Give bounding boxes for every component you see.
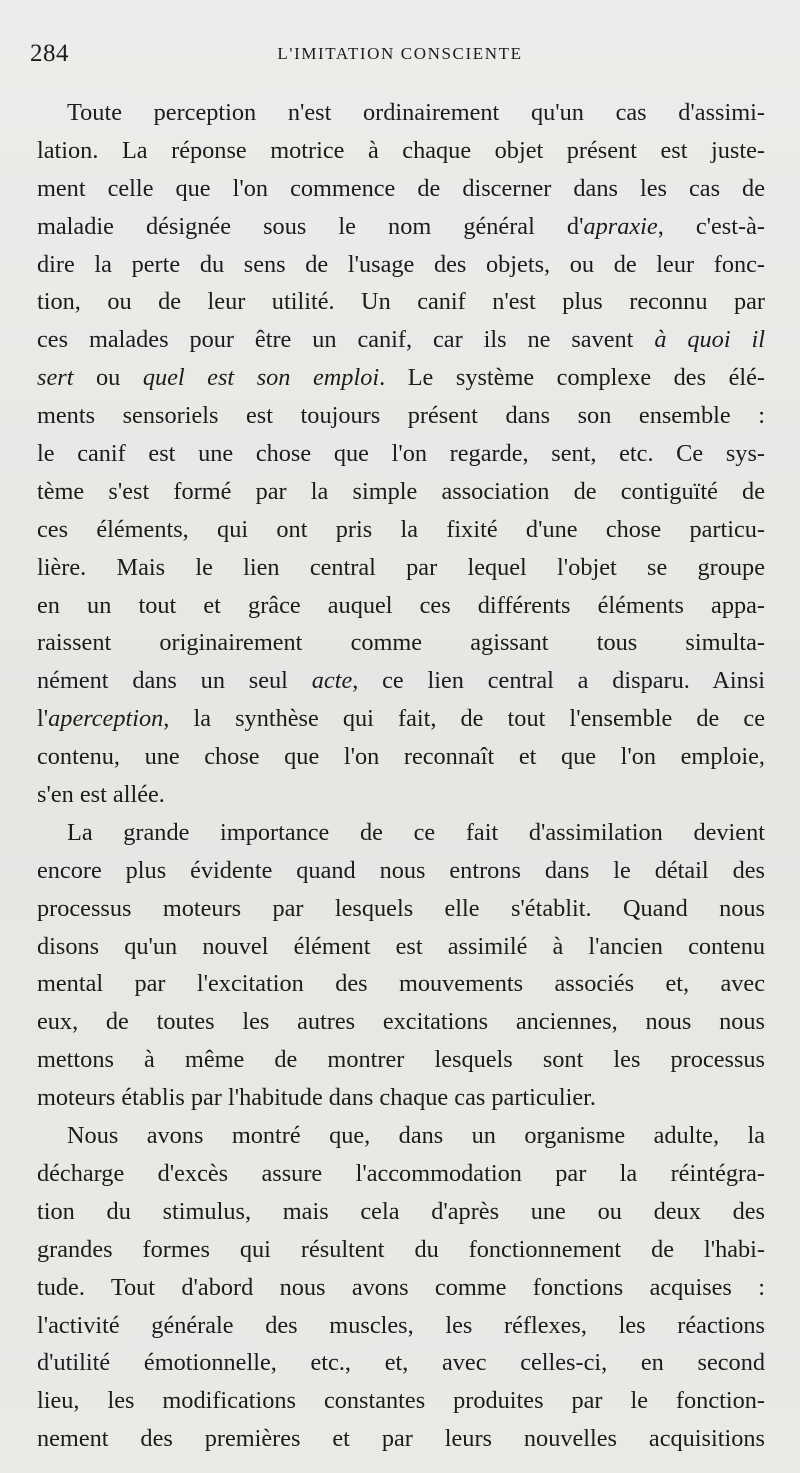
text-line: eux, de toutes les autres excitations anciennes, nous nous [37,1008,765,1036]
running-title: L'IMITATION CONSCIENTE [277,44,523,63]
text-line: le canif est une chose que l'on regarde, sent, etc. Ce sys- [37,440,765,468]
paragraph [37,814,765,1117]
italic-term: aperception [48,705,164,733]
text-line: lation. La réponse motrice à chaque objet présent est juste- [37,136,765,164]
text-line: grandes formes qui résultent du fonctionnement de l'habi- [37,1235,765,1263]
text-line: ment celle que l'on commence de discerner dans les cas de [37,174,765,202]
text-line: moteurs établis par l'habitude dans chaque cas particulier. [37,1084,596,1112]
text-line: tion, ou de leur utilité. Un canif n'est plus reconnu par [37,288,765,316]
text-line: dire la perte du sens de l'usage des objets, ou de leur fonc- [37,250,765,278]
italic-term: sert [37,364,74,392]
text-line: processus moteurs par lesquels elle s'établit. Quand nous [37,894,765,922]
italic-term: quel est son emploi [142,364,380,392]
text-line: nement des premières et par leurs nouvelles acquisitions [37,1425,765,1453]
italic-term: à quoi il [654,326,765,354]
text-line: décharge d'excès assure l'accommodation par la réintégra- [37,1159,765,1187]
running-head [30,40,770,76]
text-line: en un tout et grâce auquel ces différents éléments appa- [37,591,765,619]
text-line: s'en est allée. [37,781,165,809]
italic-term: apraxie [583,212,658,240]
text-line: lieu, les modifications constantes produites par le fonction- [37,1387,765,1415]
text-line: lière. Mais le lien central par lequel l'objet se groupe [37,553,765,581]
body-text [37,94,765,1458]
paragraph [37,94,765,814]
text-line: ces éléments, qui ont pris la fixité d'une chose particu- [37,515,765,543]
text-line: raissent originairement comme agissant tous simulta- [37,629,765,657]
text-line: tion du stimulus, mais cela d'après une ou deux des [37,1197,765,1225]
text-line: tème s'est formé par la simple association de contiguïté de [37,477,765,505]
italic-term: acte [311,667,353,695]
text-line: nément dans un seul acte, ce lien central a disparu. Ainsi [37,667,765,695]
text-line: encore plus évidente quand nous entrons dans le détail des [37,856,765,884]
text-line: disons qu'un nouvel élément est assimilé à l'ancien contenu [37,932,765,960]
text-line: ces malades pour être un canif, car ils ne savent à quoi il [37,326,765,354]
text-line: contenu, une chose que l'on reconnaît et que l'on emploie, [37,743,765,771]
text-line: mettons à même de montrer lesquels sont les processus [37,1046,765,1074]
text-line: ments sensoriels est toujours présent dans son ensemble : [37,402,765,430]
text-line: l'activité générale des muscles, les réflexes, les réactions [37,1311,765,1339]
paragraph [37,1117,765,1458]
text-line: maladie désignée sous le nom général d'apraxie, c'est-à- [37,212,765,240]
text-line: l'aperception, la synthèse qui fait, de tout l'ensemble de ce [37,705,765,733]
text-line: La grande importance de ce fait d'assimilation devient [67,818,765,846]
text-line: d'utilité émotionnelle, etc., et, avec celles-ci, en second [37,1349,765,1377]
text-line: sert ou quel est son emploi. Le système complexe des élé- [37,364,765,392]
text-line: mental par l'excitation des mouvements associés et, avec [37,970,765,998]
page-number: 284 [30,40,69,67]
text-line: tude. Tout d'abord nous avons comme fonctions acquises : [37,1273,765,1301]
text-line: Nous avons montré que, dans un organisme adulte, la [67,1122,765,1150]
text-line: Toute perception n'est ordinairement qu'un cas d'assimi- [67,99,765,126]
